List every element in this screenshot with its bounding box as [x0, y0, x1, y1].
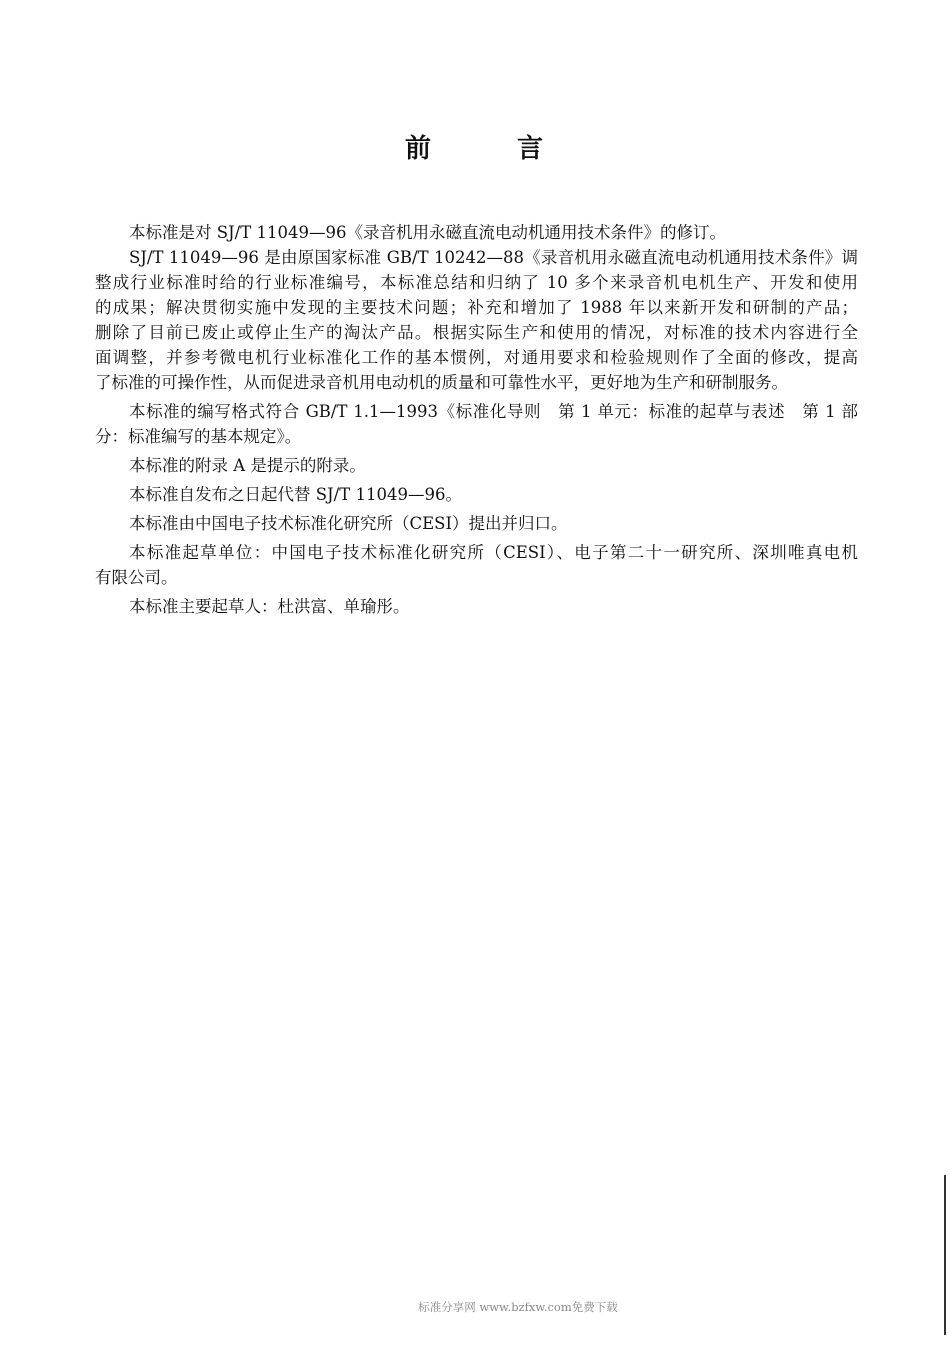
- title-char: 前: [404, 134, 433, 164]
- paragraph-line: 的成果；解决贯彻实施中发现的主要技术问题；补充和增加了 1988 年以来新开发和研制的产品；: [95, 298, 858, 317]
- paragraph-line: 了标准的可操作性，从而促进录音机用电动机的质量和可靠性水平，更好地为生产和研制服务。: [95, 373, 788, 392]
- paragraph-line: SJ/T 11049—96 是由原国家标准 GB/T 10242—88《录音机用永磁直流电动机通用技术条件》调: [129, 248, 858, 267]
- watermark-footer: 标准分享网 www.bzfxw.com免费下载: [418, 1300, 618, 1314]
- page-title: [0, 128, 950, 165]
- paragraph-line: 本标准主要起草人：杜洪富、单瑜彤。: [129, 597, 410, 616]
- paragraph-line: 有限公司。: [95, 568, 178, 587]
- foreword-body: [95, 220, 858, 619]
- paragraph-line: 本标准自发布之日起代替 SJ/T 11049—96。: [129, 485, 462, 504]
- paragraph-line: 本标准由中国电子技术标准化研究所（CESI）提出并归口。: [129, 514, 568, 533]
- paragraph-line: 本标准是对 SJ/T 11049—96《录音机用永磁直流电动机通用技术条件》的修订。: [129, 223, 726, 242]
- paragraph-line: 整成行业标准时给的行业标准编号，本标准总结和归纳了 10 多个来录音机电机生产、开发和使用: [95, 273, 858, 292]
- paragraph-line: 面调整，并参考微电机行业标准化工作的基本惯例，对通用要求和检验规则作了全面的修改，提高: [95, 348, 858, 367]
- paragraph-line: 本标准的附录 A 是提示的附录。: [129, 456, 366, 475]
- paragraph-line: 本标准起草单位：中国电子技术标准化研究所（CESI）、电子第二十一研究所、深圳唯真电机: [129, 543, 858, 562]
- paragraph-line: 分：标准编写的基本规定》。: [95, 427, 302, 446]
- paragraph-line: 本标准的编写格式符合 GB/T 1.1—1993《标准化导则 第 1 单元：标准的起草与表述 第 1 部: [129, 402, 858, 421]
- scan-edge: [944, 1175, 946, 1335]
- paragraph-line: 删除了目前已废止或停止生产的淘汰产品。根据实际生产和使用的情况，对标准的技术内容进行全: [95, 323, 858, 342]
- title-char: 言: [517, 134, 546, 164]
